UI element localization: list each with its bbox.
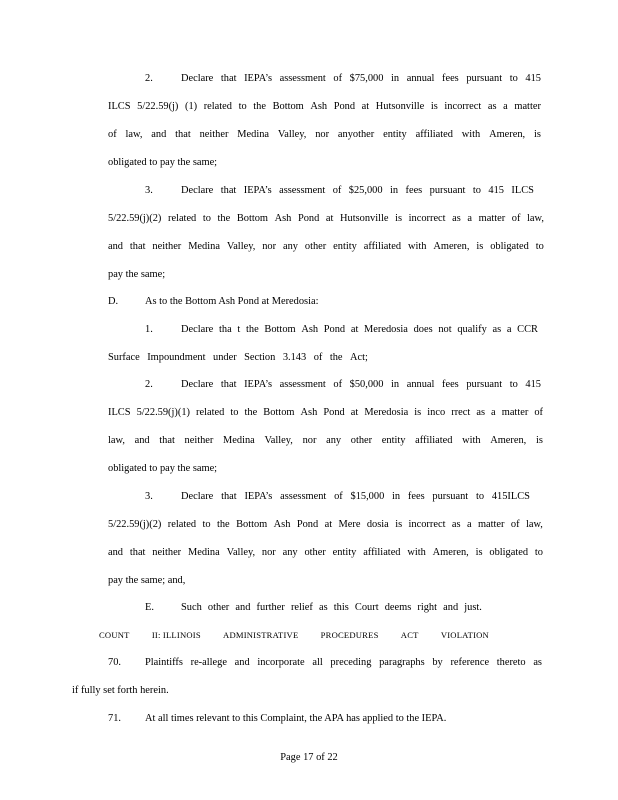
paragraph-number: 71. xyxy=(108,713,121,724)
paragraph-line: obligated to pay the same; xyxy=(108,463,218,474)
paragraph-line: 5/22.59(j)(2) related to the Bottom Ash Pond at Hutsonville is incorrect as a matter of law, xyxy=(108,213,544,224)
count-heading-word: PROCEDURES xyxy=(320,630,379,640)
count-heading-word: ADMINISTRATIVE xyxy=(223,630,299,640)
paragraph-line: Surface Impoundment under Section 3.143 of the Act; xyxy=(108,352,368,363)
count-heading-word: COUNT xyxy=(99,630,130,640)
paragraph-line: pay the same; and, xyxy=(108,575,186,586)
page-number-footer: Page 17 of 22 xyxy=(280,752,338,763)
paragraph-line: and that neither Medina Valley, nor any other entity affiliated with Ameren, is obligated to xyxy=(108,241,544,252)
count-heading-word: ACT xyxy=(400,630,419,640)
paragraph-line: ILCS 5/22.59(j) (1) related to the Bottom Ash Pond at Hutsonville is incorrect as a matter xyxy=(108,101,541,112)
paragraph-line: Plaintiffs re-allege and incorporate all preceding paragraphs by reference thereto as xyxy=(145,657,542,668)
paragraph-line: and that neither Medina Valley, nor any other entity affiliated with Ameren, is obligated to xyxy=(108,547,543,558)
count-heading xyxy=(99,630,489,640)
paragraph-number: 70. xyxy=(108,657,121,668)
paragraph-line: Declare tha t the Bottom Ash Pond at Meredosia does not qualify as a CCR xyxy=(181,324,538,335)
paragraph-line: of law, and that neither Medina Valley, nor anyother entity affiliated with Ameren, is xyxy=(108,129,541,140)
paragraph-line: Declare that IEPA’s assessment of $15,000 in fees pursuant to 415ILCS xyxy=(181,491,530,502)
paragraph-number: 3. xyxy=(145,185,153,196)
paragraph-line: As to the Bottom Ash Pond at Meredosia: xyxy=(145,296,319,307)
paragraph-number: 2. xyxy=(145,73,153,84)
paragraph-line: if fully set forth herein. xyxy=(72,685,169,696)
paragraph-number: 3. xyxy=(145,491,153,502)
paragraph-line: Declare that IEPA’s assessment of $50,000 in annual fees pursuant to 415 xyxy=(181,379,541,390)
paragraph-line: pay the same; xyxy=(108,269,166,280)
paragraph-line: At all times relevant to this Complaint, the APA has applied to the IEPA. xyxy=(145,713,447,724)
paragraph-line: obligated to pay the same; xyxy=(108,157,218,168)
paragraph-line: law, and that neither Medina Valley, nor any other entity affiliated with Ameren, is xyxy=(108,435,543,446)
paragraph-line: 5/22.59(j)(2) related to the Bottom Ash Pond at Mere dosia is incorrect as a matter of law, xyxy=(108,519,543,530)
paragraph-line: Such other and further relief as this Court deems right and just. xyxy=(181,602,482,613)
paragraph-line: ILCS 5/22.59(j)(1) related to the Bottom Ash Pond at Meredosia is inco rrect as a matter of xyxy=(108,407,543,418)
paragraph-number: 1. xyxy=(145,324,153,335)
paragraph-line: Declare that IEPA’s assessment of $75,000 in annual fees pursuant to 415 xyxy=(181,73,541,84)
paragraph-number: D. xyxy=(108,296,119,307)
paragraph-line: Declare that IEPA’s assessment of $25,000 in fees pursuant to 415 ILCS xyxy=(181,185,534,196)
paragraph-number: 2. xyxy=(145,379,153,390)
paragraph-number: E. xyxy=(145,602,154,613)
count-heading-word: II: ILLINOIS xyxy=(151,630,201,640)
count-heading-word: VIOLATION xyxy=(440,630,489,640)
